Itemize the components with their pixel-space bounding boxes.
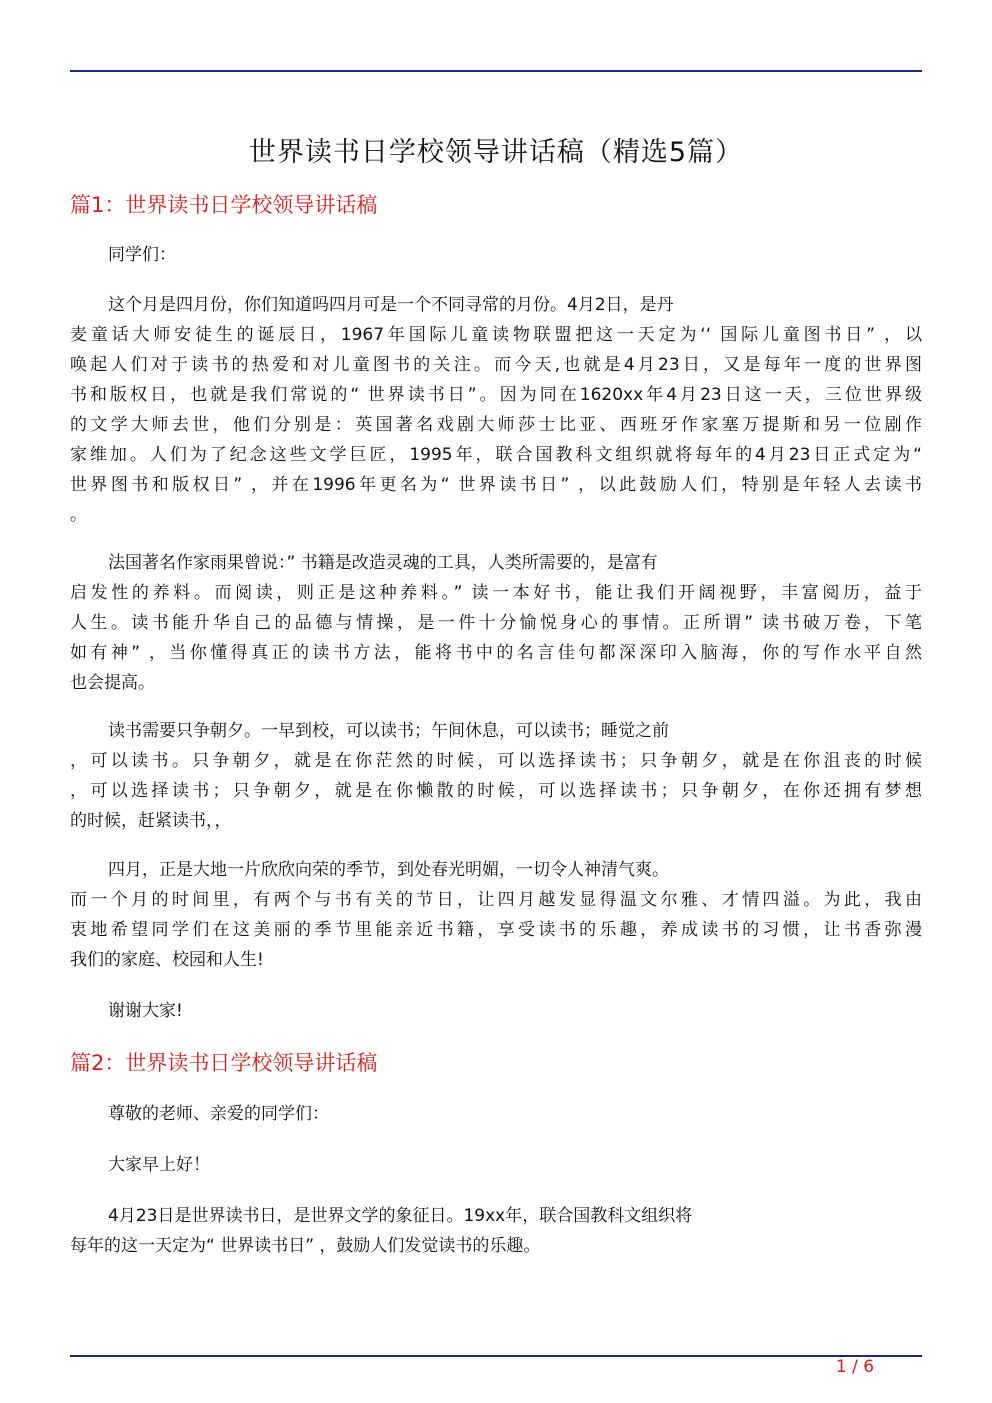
text-line: 启发性的养料。而阅读，则正是这种养料。” 读一本好书，能让我们开阔视野，丰富阅历，益于 bbox=[70, 583, 922, 603]
text-line: 谢谢大家! bbox=[108, 1001, 183, 1021]
s2-paragraph-greeting bbox=[70, 1099, 922, 1129]
text-line: ，可以选择读书；只争朝夕，就是在你懒散的时候，可以选择读书；只争朝夕，在你还拥有梦想 bbox=[70, 781, 922, 801]
text-line: 人生。读书能升华自己的品德与情操，是一件十分愉悦身心的事情。正所谓” 读书破万卷，下笔 bbox=[70, 613, 922, 633]
s2-paragraph-1 bbox=[70, 1201, 922, 1261]
text-line: 也会提高。 bbox=[70, 673, 155, 693]
text-line: 唤起人们对于读书的热爱和对儿童图书的关注。而今天,也就是4月23日，又是每年一度的世界图 bbox=[70, 355, 922, 375]
text-line: 书和版权日，也就是我们常说的“ 世界读书日”。因为同在1620xx年4月23日这一天，三位世界级 bbox=[70, 385, 922, 405]
s1-paragraph-3 bbox=[70, 716, 922, 836]
text-line: 这个月是四月份，你们知道吗四月可是一个不同寻常的月份。4月2日，是丹 bbox=[108, 295, 674, 315]
text-line: 麦童话大师安徒生的诞辰日，1967年国际儿童读物联盟把这一天定为‘‘ 国际儿童图书日” ，以 bbox=[70, 325, 922, 345]
footer-rule bbox=[70, 1355, 922, 1357]
text-line: 世界图书和版权日” ，并在1996年更名为“ 世界读书日” ，以此鼓励人们，特别是年轻人去读书 bbox=[70, 475, 922, 495]
text-line: 如有神” ，当你懂得真正的读书方法，能将书中的名言佳句都深深印入脑海，你的写作水平自然 bbox=[70, 643, 922, 663]
text-line: 法国著名作家雨果曾说：” 书籍是改造灵魂的工具，人类所需要的，是富有 bbox=[108, 553, 658, 573]
text-line: 衷地希望同学们在这美丽的季节里能亲近书籍，享受读书的乐趣，养成读书的习惯，让书香弥漫 bbox=[70, 920, 922, 940]
text-line: 的文学大师去世，他们分别是：英国著名戏剧大师莎士比亚、西班牙作家塞万提斯和另一位剧作 bbox=[70, 415, 922, 435]
section-1-heading: 篇1：世界读书日学校领导讲话稿 bbox=[70, 193, 378, 217]
s1-paragraph-greeting bbox=[70, 240, 922, 270]
header-rule bbox=[70, 70, 922, 72]
text-line: 而一个月的时间里，有两个与书有关的节日，让四月越发显得温文尔雅、才情四溢。为此，我由 bbox=[70, 890, 922, 910]
text-line: 4月23日是世界读书日，是世界文学的象征日。19xx年，联合国教科文组织将 bbox=[108, 1206, 693, 1226]
s1-paragraph-closing bbox=[70, 996, 922, 1026]
s1-paragraph-4 bbox=[70, 855, 922, 975]
s1-paragraph-2 bbox=[70, 548, 922, 698]
section-2-heading: 篇2：世界读书日学校领导讲话稿 bbox=[70, 1051, 378, 1075]
text-line: ，可以读书。只争朝夕，就是在你茫然的时候，可以选择读书；只争朝夕，就是在你沮丧的时候 bbox=[70, 751, 922, 771]
text-line: 尊敬的老师、亲爱的同学们： bbox=[108, 1104, 329, 1124]
text-line: 家维加。人们为了纪念这些文学巨匠，1995年，联合国教科文组织就将每年的4月23日正式定为“ bbox=[70, 445, 922, 465]
text-line: 我们的家庭、校园和人生! bbox=[70, 950, 264, 970]
text-line: 。 bbox=[70, 505, 87, 525]
text-line: 每年的这一天定为“ 世界读书日” ，鼓励人们发觉读书的乐趣。 bbox=[70, 1236, 541, 1256]
text-line: 读书需要只争朝夕。一早到校，可以读书；午间休息，可以读书；睡觉之前 bbox=[108, 721, 669, 741]
text-line: 同学们： bbox=[108, 245, 176, 265]
text-line: 大家早上好！ bbox=[108, 1155, 210, 1175]
text-line: 四月，正是大地一片欣欣向荣的季节，到处春光明媚，一切令人神清气爽。 bbox=[108, 860, 669, 880]
document-title: 世界读书日学校领导讲话稿（精选5篇） bbox=[248, 137, 744, 168]
s2-paragraph-morning bbox=[70, 1150, 922, 1180]
text-line: 的时候，赶紧读书，， bbox=[70, 811, 232, 831]
page-number: 1 / 6 bbox=[835, 1357, 875, 1377]
s1-paragraph-1 bbox=[70, 290, 922, 530]
